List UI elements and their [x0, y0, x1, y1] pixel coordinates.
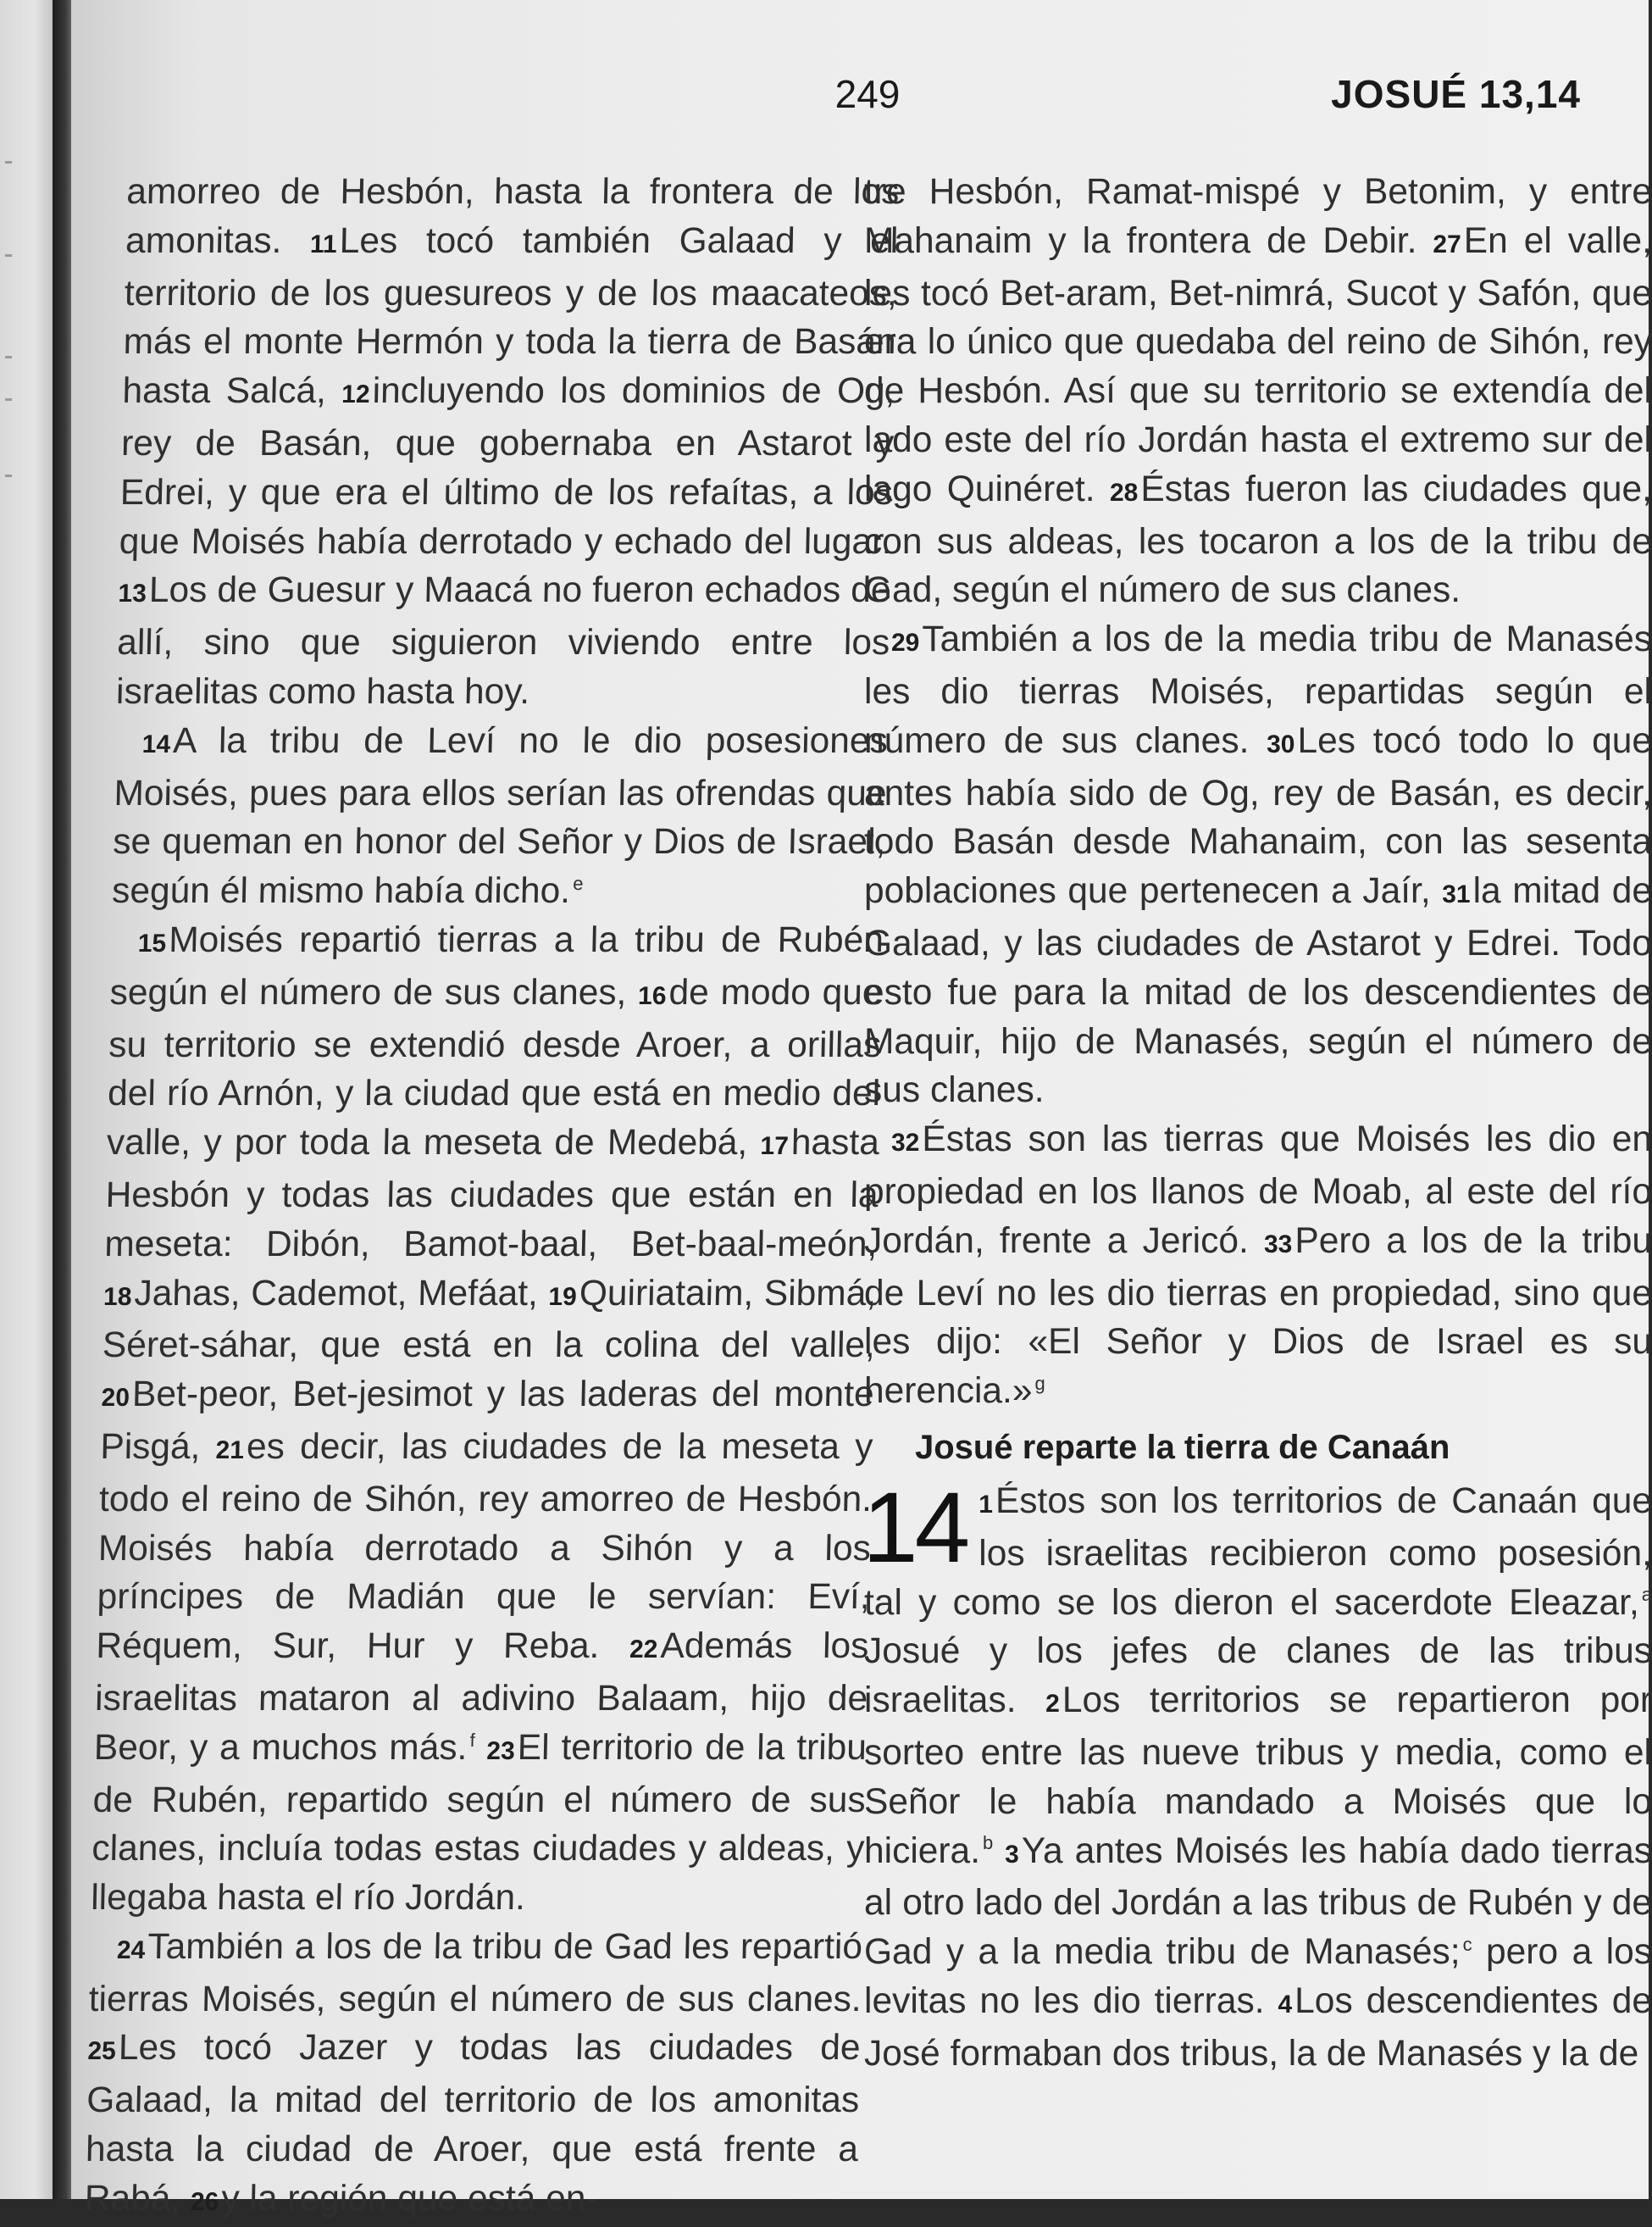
paragraph-continued: [864, 168, 1652, 615]
verse-number: 26: [190, 2187, 219, 2216]
verse-text: [474, 1728, 487, 1768]
verse-number: 24: [116, 1935, 146, 1964]
verse-number: 21: [215, 1436, 245, 1464]
verse-number: 15: [137, 929, 167, 958]
verse-number: 3: [1005, 1840, 1019, 1869]
verse-number: 23: [486, 1736, 516, 1765]
verse-text: Les tocó todo lo que antes había sido de Og, rey de Basán, es decir, todo Basán desde Mahanaim, con las sesenta poblaciones que pertenecen a Jaír,: [864, 720, 1652, 912]
text-column-left: [84, 168, 900, 2227]
verse-text: Los de Guesur y Maacá no fueron echados de allí, sino que siguieron viviendo entre los israelitas como hasta hoy.: [115, 570, 892, 712]
verse-number: 17: [760, 1132, 790, 1161]
verse-text: Les tocó también Galaad y el territorio de los guesureos y de los maacateos, más el monte Hermón y toda la tierra de Basán hasta Salcá,: [121, 220, 899, 412]
paragraph-continued: [115, 168, 900, 717]
verse-text: y la región que está en-: [220, 2178, 599, 2219]
verse-text: En el valle, les tocó Bet-aram, Bet-nimrá, Sucot y Safón, que era lo único que quedaba del reino de Sihón, rey de Hesbón. Así que su territorio se extendía del lado este del río Jordán hasta el extremo sur del lago Quinéret.: [864, 220, 1652, 509]
paragraph: [91, 916, 884, 1923]
verse-text: Quiriataim, Sibmá, Séret-sáhar, que está en la colina del valle,: [102, 1273, 877, 1366]
text-column-right: [864, 168, 1652, 2078]
verse-number: 22: [629, 1636, 658, 1664]
paragraph: [864, 1115, 1652, 1416]
verse-text: Moisés repartió tierras a la tribu de Rubén según el número de sus clanes,: [109, 919, 884, 1013]
verse-number: 31: [1442, 880, 1471, 909]
facing-page-edge: [0, 0, 58, 2199]
verse-text: Bet-peor, Bet-jesimot y las laderas del monte Pisgá,: [99, 1375, 875, 1467]
verse-number: 12: [341, 380, 370, 409]
verse-text: Los descendientes de José formaban dos tribus, la de Manasés y la de: [864, 1980, 1652, 2074]
verse-number: 20: [101, 1384, 130, 1413]
verse-text: [993, 1831, 1005, 1871]
verse-text: Los territorios se repartieron por sorteo entre las nueve tribus y media, como el Señor le había mandado a Moisés que lo hiciera.: [864, 1680, 1652, 1871]
verse-number: 14: [141, 730, 171, 758]
verse-text: hasta Hesbón y todas las ciudades que están en la meseta: Dibón, Bamot-baal, Bet-baal-meón,: [103, 1123, 880, 1264]
paragraph: [864, 615, 1652, 1115]
footnote-marker[interactable]: c: [1462, 1933, 1472, 1955]
footnote-marker[interactable]: a: [1641, 1584, 1652, 1606]
verse-text: Les tocó Jazer y todas las ciudades de Galaad, la mitad del territorio de los amonitas hasta la ciudad de Aroer, que está frente a Rabá,: [84, 2028, 862, 2219]
footnote-marker[interactable]: e: [573, 873, 584, 894]
section-heading: Josué reparte la tierra de Canaán: [915, 1428, 1450, 1466]
verse-number: 28: [1110, 478, 1139, 507]
verse-number: 25: [87, 2037, 117, 2066]
verse-text: pero a los levitas no les dio tierras.: [864, 1932, 1652, 2021]
verse-text: Además los israelitas mataron al adivino Balaam, hijo de Beor, y a muchos más.: [93, 1626, 869, 1768]
verse-number: 2: [1045, 1690, 1060, 1719]
verse-text: Jahas, Cademot, Mefáat,: [134, 1273, 549, 1313]
verse-text: Pero a los de la tribu de Leví no les dio tierras en propiedad, sino que les dijo: «El Señor y Dios de Israel es su herencia.»: [864, 1220, 1652, 1412]
verse-number: 18: [103, 1282, 132, 1311]
verse-text: El territorio de la tribu de Rubén, repartido según el número de sus clanes, incluía todas estas ciudades y aldeas, y llegaba hasta el río Jordán.: [90, 1727, 868, 1919]
verse-text: También a los de la media tribu de Manasés les dio tierras Moisés, repartidas según el número de sus clanes.: [864, 619, 1652, 761]
verse-text: incluyendo los dominios de Og, rey de Basán, que gobernaba en Astarot y Edrei, y que era el último de los refaítas, a los que Moisés había derrotado y echado del lugar.: [119, 371, 895, 562]
verse-number: 4: [1278, 1990, 1293, 2019]
verse-text: A la tribu de Leví no le dio posesiones Moisés, pues para ellos serían las ofrendas que se queman en honor del Señor y Dios de Israel, según él mismo había dicho.: [111, 720, 889, 912]
verse-text: de modo que su territorio se extendió desde Aroer, a orillas del río Arnón, y la ciudad que está en medio del valle, y por toda la meseta de Medebá,: [106, 972, 884, 1163]
verse-text: Éstas son las tierras que Moisés les dio en propiedad en los llanos de Moab, al este del río Jordán, frente a Jericó.: [864, 1119, 1652, 1261]
verse-number: 29: [891, 629, 920, 658]
verse-number: 1: [978, 1490, 993, 1519]
verse-text: tre Hesbón, Ramat-mispé y Betonim, y entre Mahanaim y la frontera de Debir.: [864, 172, 1652, 261]
book-page: [71, 0, 1652, 2219]
verse-text: Josué y los jefes de clanes de las tribus israelitas.: [864, 1631, 1652, 1721]
verse-number: 19: [548, 1282, 578, 1311]
footnote-marker[interactable]: g: [1034, 1372, 1045, 1394]
verse-number: 30: [1267, 730, 1295, 758]
footnote-marker[interactable]: b: [983, 1832, 994, 1854]
footnote-marker[interactable]: f: [469, 1729, 476, 1751]
verse-number: 27: [1433, 230, 1461, 258]
verse-number: 13: [118, 580, 147, 608]
verse-text: Éstos son los territorios de Canaán que los israelitas recibieron como posesión, tal y como se los dieron el sacerdote Eleazar,: [864, 1480, 1652, 1623]
verse-text: También a los de la tribu de Gad les repartió tierras Moisés, según el número de sus clanes.: [88, 1926, 863, 2019]
paragraph: [84, 1923, 863, 2227]
verse-text: Éstas fueron las ciudades que, con sus aldeas, les tocaron a los de la tribu de Gad, según el número de sus clanes.: [864, 469, 1652, 611]
verse-text: es decir, las ciudades de la meseta y todo el reino de Sihón, rey amorreo de Hesbón. Moisés había derrotado a Sihón y a los príncipes de Madián que le servían: Eví, Réquem, Sur, Hur y Reba.: [95, 1426, 873, 1667]
verse-text: amorreo de Hesbón, hasta la frontera de los amonitas.: [125, 172, 900, 261]
verse-text: la mitad de Galaad, y las ciudades de Astarot y Edrei. Todo esto fue para la mitad de los descendientes de Maquir, hijo de Manasés, según el número de sus clanes.: [864, 871, 1652, 1111]
running-head: JOSUÉ 13,14: [1331, 72, 1581, 116]
verse-number: 32: [891, 1129, 920, 1158]
verse-number: 33: [1263, 1230, 1293, 1258]
page-number: 249: [834, 72, 901, 116]
verse-number: 16: [637, 981, 667, 1010]
verse-text: Ya antes Moisés les había dado tierras al otro lado del Jordán a las tribus de Rubén y de Gad y a la media tribu de Manasés;: [864, 1830, 1652, 1973]
chapter-paragraph: [862, 1471, 1652, 2079]
chapter-number: 14: [862, 1471, 967, 1584]
verse-number: 11: [309, 230, 338, 258]
paragraph: [112, 717, 889, 916]
